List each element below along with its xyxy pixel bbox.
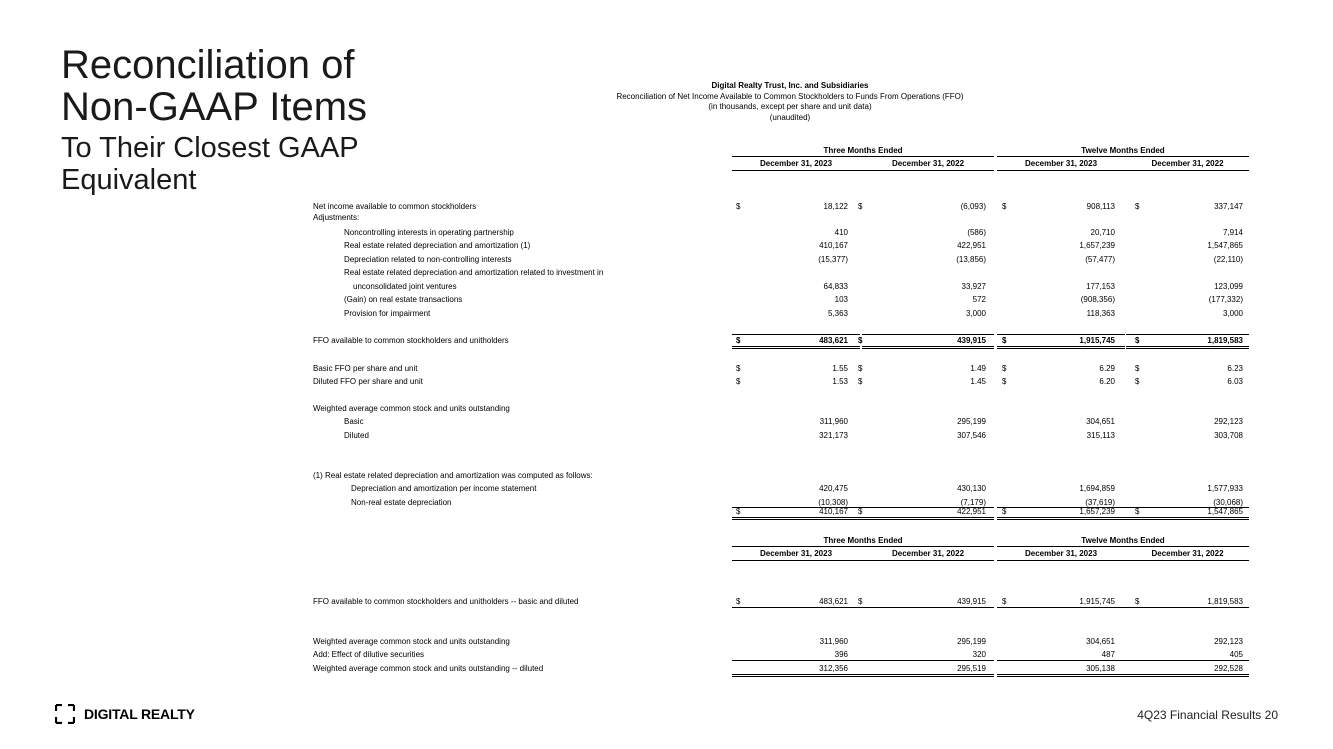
value-cell: 311,960 [819,417,848,426]
report-title: Reconciliation of Net Income Available to Common Stockholders to Funds From Operations (FFO) [616,91,964,101]
group-three-months: Three Months Ended [823,536,903,545]
brand-logo [55,704,195,724]
subtotal-rule [997,660,1249,661]
value-cell: 177,153 [1086,282,1115,291]
group-twelve-months: Twelve Months Ended [1081,536,1165,545]
value-cell: 1,819,583 [1207,336,1243,345]
value-cell: 6.29 [1099,364,1115,373]
value-cell: 6.03 [1227,377,1243,386]
value-cell: 6.20 [1099,377,1115,386]
value-cell: 3,000 [1222,309,1243,318]
header-underline [997,560,1249,561]
currency-symbol: $ [736,597,741,606]
currency-symbol: $ [858,377,863,386]
page-number: 20 [1264,708,1278,722]
total-rule [997,334,1125,335]
header-underline [732,560,994,561]
currency-symbol: $ [1135,364,1140,373]
subtotal-rule [732,507,994,508]
value-cell: 5,363 [827,309,848,318]
row-label: Real estate related depreciation and amortization (1) [344,241,531,250]
value-cell: 1,657,239 [1079,241,1115,250]
currency-symbol: $ [858,336,863,345]
row-label: Non-real estate depreciation [351,498,452,507]
value-cell: 7,914 [1222,228,1243,237]
page-label: 4Q23 Financial Results [1137,708,1262,722]
digital-realty-bracket-icon [55,704,75,724]
value-cell: 405 [1229,650,1243,659]
row-label: Weighted average common stock and units outstanding -- diluted [313,664,544,673]
value-cell: (586) [967,228,986,237]
slide-subtitle-line-1: To Their Closest GAAP [61,132,359,164]
row-label: Depreciation and amortization per income statement [351,484,537,493]
page-footer [1137,708,1278,722]
row-label: Diluted [344,431,369,440]
currency-symbol: $ [858,364,863,373]
value-cell: 1,819,583 [1207,597,1243,606]
value-cell: 1,547,865 [1207,507,1243,516]
row-label: Weighted average common stock and units outstanding [313,637,510,646]
value-cell: 292,123 [1214,417,1243,426]
double-rule [997,674,1249,677]
value-cell: (908,356) [1080,295,1115,304]
slide-subtitle [61,132,359,196]
currency-symbol: $ [1135,377,1140,386]
value-cell: 422,951 [957,507,986,516]
slide-title-line-1: Reconciliation of [61,43,355,87]
value-cell: (57,477) [1085,255,1115,264]
column-header-q4-2023: December 31, 2023 [759,549,833,558]
value-cell: 483,621 [819,597,848,606]
value-cell: 292,528 [1214,664,1243,673]
value-cell: 487 [1101,650,1115,659]
currency-symbol: $ [1135,336,1140,345]
column-header-q4-2022: December 31, 2022 [891,159,965,168]
total-rule [997,607,1249,608]
group-twelve-months: Twelve Months Ended [1081,146,1165,155]
value-cell: 304,651 [1086,637,1115,646]
column-header-fy-2022: December 31, 2022 [1151,549,1224,558]
currency-symbol: $ [1135,507,1140,516]
double-rule [997,346,1125,349]
currency-symbol: $ [736,336,741,345]
report-unaudited: (unaudited) [769,112,811,122]
row-label: Basic FFO per share and unit [313,364,418,373]
value-cell: 292,123 [1214,637,1243,646]
double-rule [862,346,994,349]
row-label: Provision for impairment [344,309,431,318]
value-cell: 1.53 [832,377,848,386]
value-cell: (30,068) [1213,498,1243,507]
value-cell: 305,138 [1086,664,1115,673]
value-cell: (22,110) [1213,255,1243,264]
value-cell: 439,915 [957,336,986,345]
group-underline [997,156,1249,157]
value-cell: 295,519 [957,664,986,673]
value-cell: 321,173 [819,431,848,440]
row-label: Adjustments: [313,213,360,222]
double-rule [997,517,1249,520]
row-label: Depreciation related to non-controlling interests [344,255,512,264]
currency-symbol: $ [1002,377,1007,386]
total-rule [732,607,994,608]
footnote-label: (1) Real estate related depreciation and amortization was computed as follows: [313,471,593,480]
currency-symbol: $ [736,507,741,516]
value-cell: 1.55 [832,364,848,373]
value-cell: 1,577,933 [1207,484,1243,493]
value-cell: 420,475 [819,484,848,493]
value-cell: 33,927 [961,282,986,291]
total-rule [732,334,860,335]
currency-symbol: $ [1135,597,1140,606]
value-cell: 3,000 [965,309,986,318]
row-label: FFO available to common stockholders and unitholders [313,336,509,345]
value-cell: 1.45 [970,377,986,386]
double-rule [732,674,994,677]
group-underline [997,546,1249,547]
value-cell: (13,856) [956,255,986,264]
row-label: Add: Effect of dilutive securities [313,650,425,659]
currency-symbol: $ [858,597,863,606]
group-three-months: Three Months Ended [823,146,903,155]
value-cell: 20,710 [1090,228,1115,237]
slide-title-line-2: Non-GAAP Items [61,85,368,129]
value-cell: 410,167 [819,241,848,250]
value-cell: 396 [834,650,848,659]
value-cell: 103 [834,295,848,304]
row-label: Net income available to common stockholders [313,202,477,211]
value-cell: 295,199 [957,417,986,426]
row-label: FFO available to common stockholders and unitholders -- basic and diluted [313,597,579,606]
currency-symbol: $ [1002,507,1007,516]
currency-symbol: $ [736,377,741,386]
value-cell: 439,915 [957,597,986,606]
column-header-q4-2023: December 31, 2023 [759,159,833,168]
row-label: Diluted FFO per share and unit [313,377,423,386]
currency-symbol: $ [736,202,741,211]
row-label: Real estate related depreciation and amortization related to investment in [344,268,604,277]
value-cell: 303,708 [1214,431,1243,440]
value-cell: 1.49 [970,364,986,373]
value-cell: (7,179) [960,498,986,507]
value-cell: 312,356 [819,664,848,673]
value-cell: 304,651 [1086,417,1115,426]
group-underline [732,546,994,547]
value-cell: (15,377) [818,255,848,264]
double-rule [1126,346,1249,349]
slide-title [61,44,367,128]
row-label: Basic [344,417,364,426]
column-header-q4-2022: December 31, 2022 [891,549,965,558]
value-cell: 430,130 [957,484,986,493]
report-units: (in thousands, except per share and unit data) [708,102,872,111]
value-cell: 1,915,745 [1079,597,1115,606]
value-cell: 1,547,865 [1207,241,1243,250]
header-underline [997,170,1249,171]
currency-symbol: $ [1135,202,1140,211]
currency-symbol: $ [736,364,741,373]
value-cell: 572 [972,295,986,304]
header-underline [732,170,994,171]
value-cell: 1,694,859 [1079,484,1115,493]
report-company: Digital Realty Trust, Inc. and Subsidiaries [711,81,869,90]
value-cell: (6,093) [960,202,986,211]
row-label: (Gain) on real estate transactions [344,295,463,304]
value-cell: 6.23 [1227,364,1243,373]
row-label: Weighted average common stock and units outstanding [313,404,510,413]
value-cell: 118,363 [1086,309,1115,318]
currency-symbol: $ [1002,202,1007,211]
group-underline [732,156,994,157]
currency-symbol: $ [1002,364,1007,373]
value-cell: 295,199 [957,637,986,646]
total-rule [1126,334,1249,335]
double-rule [732,517,994,520]
total-rule [862,334,994,335]
value-cell: 337,147 [1214,202,1243,211]
currency-symbol: $ [858,202,863,211]
value-cell: (10,308) [818,498,848,507]
value-cell: 311,960 [819,637,848,646]
row-label: unconsolidated joint ventures [353,282,457,291]
currency-symbol: $ [1002,336,1007,345]
value-cell: 18,122 [823,202,848,211]
value-cell: 320 [972,650,986,659]
subtotal-rule [732,660,994,661]
subtotal-rule [997,507,1249,508]
value-cell: 410,167 [819,507,848,516]
value-cell: 483,621 [819,336,848,345]
value-cell: 1,657,239 [1079,507,1115,516]
double-rule [732,346,860,349]
value-cell: 307,546 [957,431,986,440]
row-label: Noncontrolling interests in operating partnership [344,228,514,237]
slide-subtitle-line-2: Equivalent [61,164,197,196]
report-header [560,81,1020,123]
value-cell: 422,951 [957,241,986,250]
column-header-fy-2023: December 31, 2023 [1024,159,1098,168]
column-header-fy-2022: December 31, 2022 [1151,159,1224,168]
value-cell: (37,619) [1085,498,1115,507]
value-cell: 315,113 [1086,431,1115,440]
value-cell: 64,833 [823,282,848,291]
currency-symbol: $ [858,507,863,516]
value-cell: 908,113 [1086,202,1115,211]
currency-symbol: $ [1002,597,1007,606]
value-cell: 123,099 [1214,282,1243,291]
value-cell: (177,332) [1208,295,1243,304]
value-cell: 1,915,745 [1079,336,1115,345]
column-header-fy-2023: December 31, 2023 [1024,549,1098,558]
value-cell: 410 [834,228,848,237]
brand-name: DIGITAL REALTY [84,706,195,722]
